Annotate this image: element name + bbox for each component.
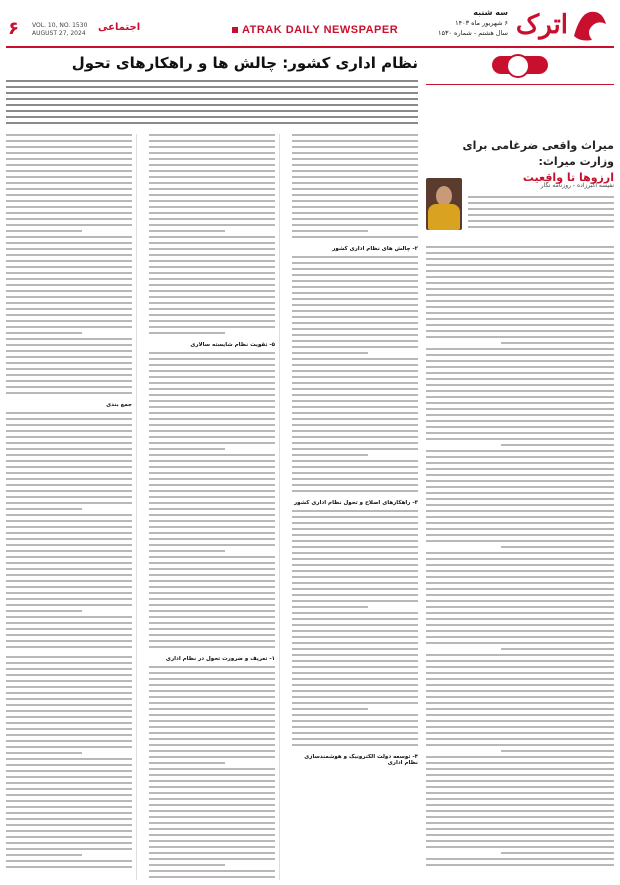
page-number: ۶ [8, 18, 19, 39]
article-column-3 [6, 134, 132, 880]
section-subhead: جمع بندی [106, 402, 132, 408]
author-byline: نفیسه اکبرزاده - روزنامه نگار [540, 182, 614, 189]
issue-date-line: ۶ شهریور ماه ۱۴۰۳ [455, 19, 508, 27]
paragraph-text [149, 352, 275, 652]
issue-day: سه شنبه [473, 8, 508, 17]
section-subhead: ۱- تعریف و ضرورت تحول در نظام اداری [165, 656, 275, 662]
header-divider [6, 46, 614, 48]
square-icon [232, 27, 238, 33]
paragraph-text [6, 656, 132, 872]
section-subhead: ۴- توسعه دولت الکترونیک و هوشمندسازی نظام اداری [304, 754, 418, 766]
section-label: اجتماعی [98, 22, 141, 33]
volume-info [32, 22, 87, 38]
paragraph-text [292, 256, 418, 496]
newspaper-logo: اترک [515, 10, 568, 40]
masthead [232, 24, 398, 36]
article-column-1 [292, 134, 418, 880]
sidebar-headline-line1: میراث واقعی ضرغامی برای وزارت میراث: [462, 139, 614, 168]
masthead-text: ATRAK DAILY NEWSPAPER [242, 24, 399, 36]
sidebar-body-text [426, 246, 614, 870]
logo-emblem-icon [568, 6, 612, 46]
author-row [426, 178, 614, 238]
section-subhead: ۳- راهکارهای اصلاح و تحول نظام اداری کشور [294, 500, 418, 506]
paragraph-text [292, 134, 418, 242]
paragraph-text [6, 134, 132, 398]
paragraph-text [6, 412, 132, 652]
sidebar-headline-line2: ارزوها تا واقعیت [522, 171, 614, 184]
intro-text [468, 196, 614, 232]
section-subhead: ۵- تقویت نظام شایسته سالاری [190, 342, 275, 348]
badge-ring-icon [506, 54, 530, 78]
column-divider [279, 134, 280, 880]
sidebar-rule [426, 84, 614, 89]
paragraph-text [292, 510, 418, 750]
paragraph-text [149, 134, 275, 338]
sidebar-article [426, 54, 614, 880]
author-portrait [426, 178, 462, 230]
section-subhead: ۲- چالش های نظام اداری کشور [332, 246, 418, 252]
issue-date [438, 8, 508, 38]
english-date-line: AUGUST 27, 2024 [32, 30, 86, 37]
issue-number-line: سال هشتم - شماره ۱۵۳۰ [438, 29, 508, 37]
main-headline: نظام اداری کشور: چالش ها و راهکارهای تحول [71, 54, 418, 72]
column-divider [136, 134, 137, 880]
article-column-2 [149, 134, 275, 880]
main-article [6, 50, 418, 880]
paragraph-text [149, 666, 275, 882]
volume-line: VOL. 10, NO. 1530 [32, 22, 88, 29]
